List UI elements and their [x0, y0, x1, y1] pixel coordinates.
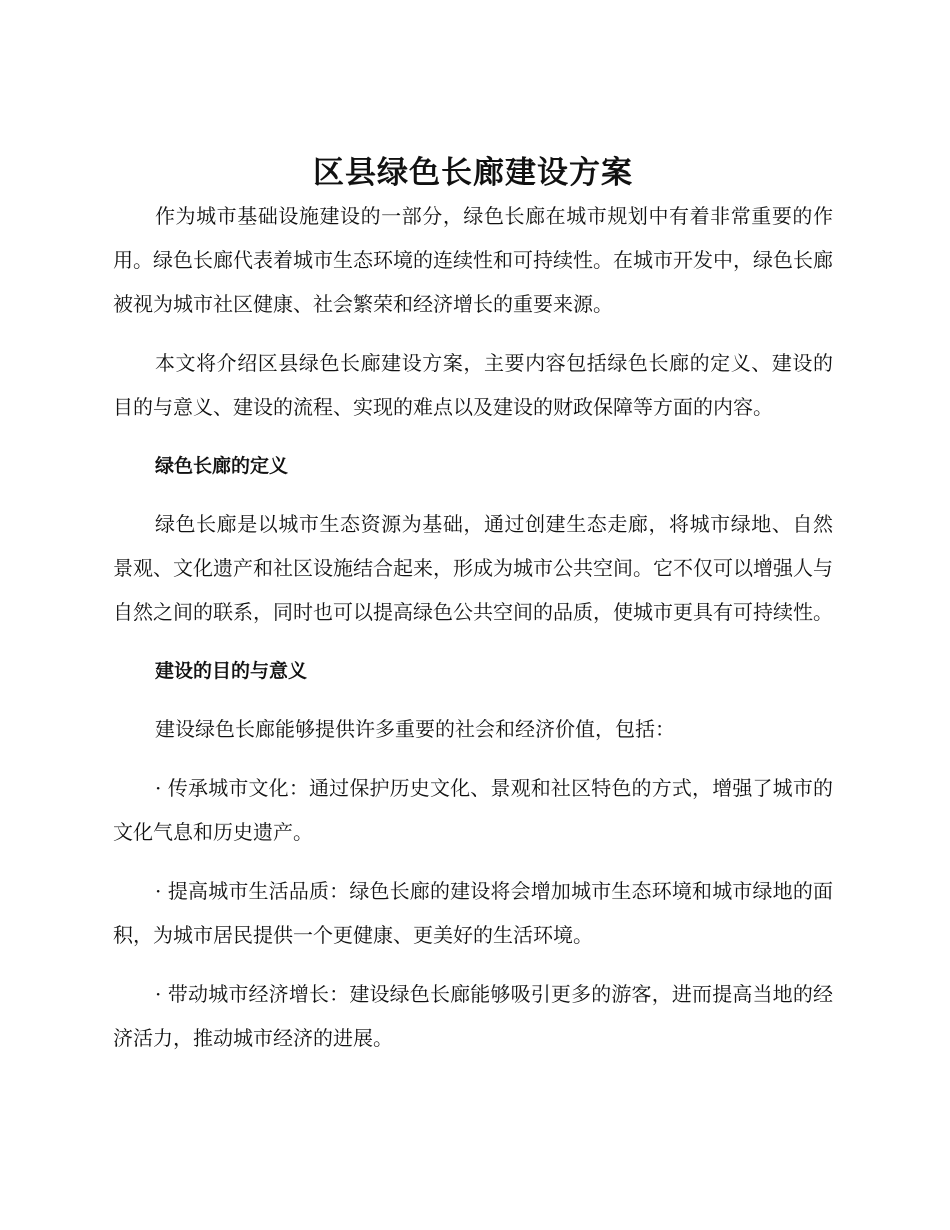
- section-heading-definition: 绿色长廊的定义: [155, 455, 289, 477]
- document-title: 区县绿色长廊建设方案: [313, 155, 633, 191]
- bullet-item-economy: · 带动城市经济增长：建设绿色长廊能够吸引更多的游客，进而提高当地的经济活力，推动城市经济的进展。: [113, 982, 833, 1050]
- intro-paragraph-2: 本文将介绍区县绿色长廊建设方案，主要内容包括绿色长廊的定义、建设的目的与意义、建设的流程、实现的难点以及建设的财政保障等方面的内容。: [113, 351, 833, 419]
- document-page: [113, 150, 833, 1075]
- intro-paragraph-1: 作为城市基础设施建设的一部分，绿色长廊在城市规划中有着非常重要的作用。绿色长廊代表着城市生态环境的连续性和可持续性。在城市开发中，绿色长廊被视为城市社区健康、社会繁荣和经济增长的重要来源。: [113, 204, 833, 316]
- definition-paragraph: 绿色长廊是以城市生态资源为基础，通过创建生态走廊，将城市绿地、自然景观、文化遗产和社区设施结合起来，形成为城市公共空间。它不仅可以增强人与自然之间的联系，同时也可以提高绿色公共空间的品质，使城市更具有可持续性。: [113, 512, 833, 624]
- section-definition: [113, 444, 833, 634]
- section-purpose: [113, 649, 833, 1060]
- bullet-item-quality-of-life: · 提高城市生活品质：绿色长廊的建设将会增加城市生态环境和城市绿地的面积，为城市居民提供一个更健康、更美好的生活环境。: [113, 879, 833, 947]
- bullet-item-culture: · 传承城市文化：通过保护历史文化、景观和社区特色的方式，增强了城市的文化气息和历史遗产。: [113, 776, 833, 844]
- purpose-intro-paragraph: 建设绿色长廊能够提供许多重要的社会和经济价值，包括：: [155, 717, 675, 741]
- section-heading-purpose: 建设的目的与意义: [155, 660, 308, 682]
